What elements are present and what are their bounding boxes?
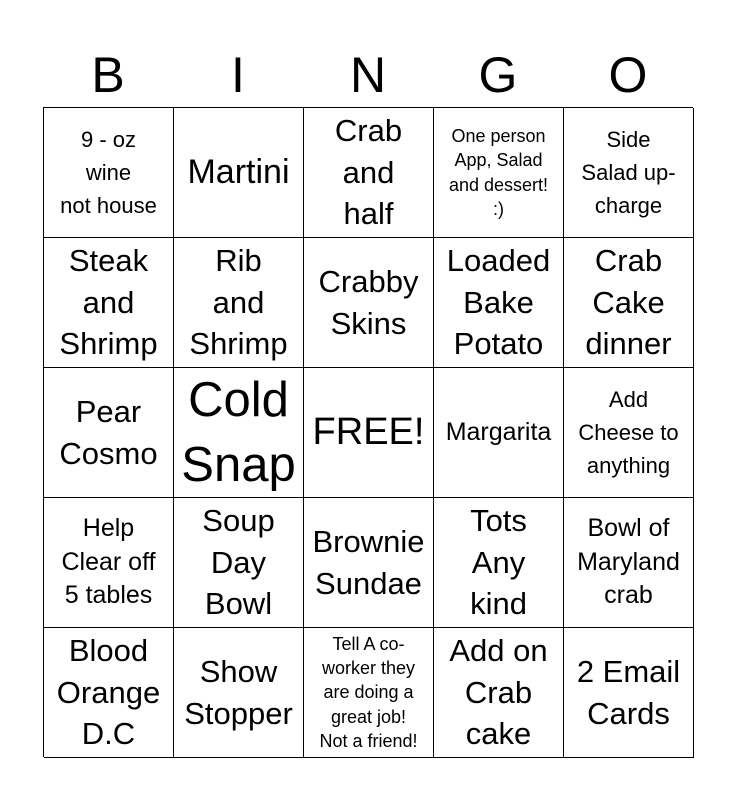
bingo-cell[interactable] [434,368,564,498]
bingo-cell[interactable] [304,108,434,238]
bingo-cell-text: Help Clear off 5 tables [61,513,156,610]
bingo-cell[interactable] [434,628,564,758]
bingo-cell[interactable] [44,368,174,498]
bingo-cell-text: Cold Snap [181,372,296,492]
bingo-cell-text: Brownie Sundae [312,523,425,601]
bingo-cell-text: 9 - oz wine not house [60,127,157,218]
bingo-cell-text: Pear Cosmo [59,393,158,471]
bingo-cell-text: Crab Cake dinner [585,242,672,362]
bingo-cell-text: Show Stopper [184,653,293,731]
bingo-cell-text: Add on Crab cake [449,632,548,752]
bingo-cell[interactable] [174,368,304,498]
header-letter-i: I [231,47,245,103]
header-letter-n: N [349,47,387,103]
bingo-cell[interactable] [174,498,304,628]
bingo-cell-text: Soup Day Bowl [202,502,275,622]
bingo-cell[interactable] [174,238,304,368]
bingo-card [43,107,693,757]
bingo-cell[interactable] [564,238,694,368]
bingo-cell[interactable] [304,498,434,628]
bingo-cell-text: Bowl of Maryland crab [577,513,680,610]
bingo-cell-text: Steak and Shrimp [59,242,158,362]
bingo-cell[interactable] [304,628,434,758]
bingo-cell[interactable] [434,238,564,368]
bingo-cell-text: Tell A co- worker they are doing a great job! Not a friend! [319,633,418,751]
bingo-cell-text: Martini [187,153,290,192]
bingo-cell-text: Loaded Bake Potato [446,242,551,362]
header-letter-g: G [478,47,518,103]
bingo-cell[interactable] [564,108,694,238]
bingo-cell[interactable] [44,628,174,758]
bingo-cell[interactable] [44,238,174,368]
bingo-cell[interactable] [564,628,694,758]
header-letter-o: O [608,47,648,103]
bingo-cell-text: Crabby Skins [318,263,419,341]
bingo-header [43,42,693,108]
bingo-cell[interactable] [304,238,434,368]
bingo-cell-text: Margarita [445,417,552,446]
bingo-cell[interactable] [434,108,564,238]
bingo-cell-text: Side Salad up- charge [581,127,676,218]
bingo-cell[interactable] [564,498,694,628]
bingo-cell-text: Crab and half [334,112,403,232]
bingo-cell[interactable] [174,108,304,238]
header-letter-b: B [91,47,125,103]
bingo-cell-text: Add Cheese to anything [578,387,679,478]
bingo-cell-text: 2 Email Cards [576,653,681,731]
bingo-cell-text: Blood Orange D.C [56,632,161,752]
free-space-cell[interactable] [304,368,434,498]
bingo-cell[interactable] [44,498,174,628]
bingo-cell[interactable] [564,368,694,498]
bingo-cell-text: Rib and Shrimp [189,242,288,362]
bingo-cell[interactable] [174,628,304,758]
bingo-cell[interactable] [44,108,174,238]
bingo-cell[interactable] [434,498,564,628]
bingo-cell-text: Tots Any kind [470,502,527,622]
bingo-cell-text: One person App, Salad and dessert! :) [448,125,549,219]
free-space-text: FREE! [312,410,425,453]
